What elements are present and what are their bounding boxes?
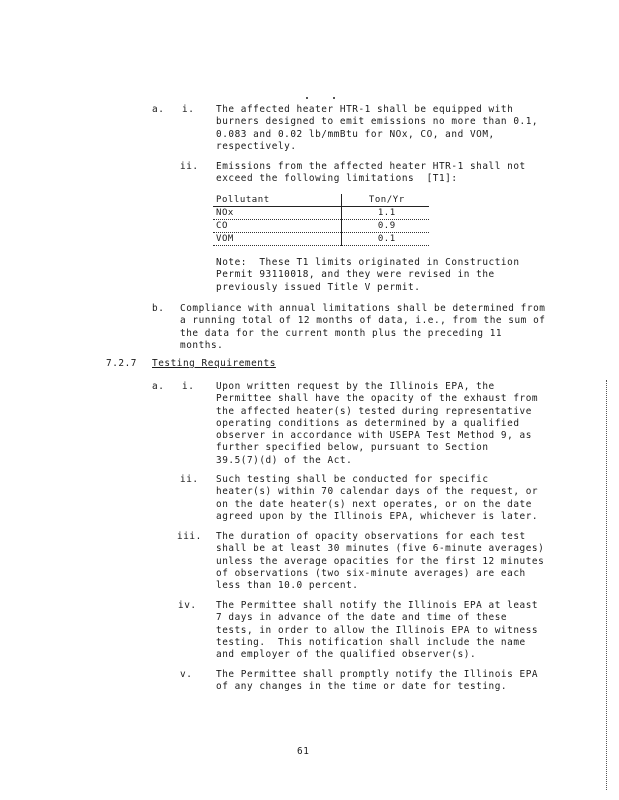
text-line: Such testing shall be conducted for specific	[216, 474, 489, 485]
testing-iv-text	[216, 600, 538, 661]
pollutant-cell: VOM	[213, 233, 341, 246]
text-line: heater(s) within 70 calendar days of the request, or	[216, 486, 539, 498]
text-line: 7 days in advance of the date and time of these	[216, 612, 508, 624]
text-line: shall be at least 30 minutes (five 6-minute averages)	[216, 543, 545, 555]
text-line: Note: These T1 limits originated in Construction	[216, 257, 520, 268]
table-row	[213, 220, 429, 233]
text-line: the data for the current month plus the preceding 11	[180, 327, 503, 339]
text-line: of any changes in the time or date for testing.	[216, 681, 508, 693]
section-number: 7.2.7	[106, 358, 137, 369]
testing-iv-number: iv.	[178, 600, 197, 611]
testing-v-number: v.	[180, 669, 193, 680]
value-cell: 0.9	[341, 220, 429, 233]
text-line: The Permittee shall notify the Illinois EPA at least	[216, 600, 539, 611]
text-line: Permittee shall have the opacity of the exhaust from	[216, 393, 539, 405]
table-note	[216, 257, 520, 294]
section-title: Testing Requirements	[152, 358, 276, 369]
revision-margin-bar	[606, 380, 607, 790]
item-a-label: a.	[152, 104, 165, 115]
text-line: 39.5(7)(d) of the Act.	[216, 454, 353, 466]
text-line: the affected heater(s) tested during representative	[216, 405, 532, 417]
text-line: operating conditions as determined by a qualified	[216, 417, 520, 429]
item-a-i-number: i.	[182, 104, 195, 115]
pollutant-cell: NOx	[213, 207, 341, 220]
item-b-text	[180, 303, 545, 352]
text-line: less than 10.0 percent.	[216, 580, 359, 592]
testing-i-text	[216, 381, 538, 467]
table-row	[213, 233, 429, 246]
testing-i-number: i.	[182, 381, 195, 392]
text-line: Emissions from the affected heater HTR-1 shall not	[216, 161, 526, 172]
text-line: exceed the following limitations [T1]:	[216, 173, 458, 185]
text-line: respectively.	[216, 140, 297, 152]
text-line: Upon written request by the Illinois EPA, the	[216, 381, 495, 392]
text-line: on the date heater(s) next operates, or on the date	[216, 498, 532, 510]
text-line: previously issued Title V permit.	[216, 281, 421, 293]
text-line: The Permittee shall promptly notify the Illinois EPA	[216, 669, 539, 680]
text-line: a running total of 12 months of data, i.e., from the sum of	[180, 315, 546, 327]
pollutant-cell: CO	[213, 220, 341, 233]
text-line: and employer of the qualified observer(s).	[216, 649, 477, 661]
header-pollutant: Pollutant	[213, 194, 341, 207]
testing-a-label: a.	[152, 381, 165, 392]
testing-ii-number: ii.	[180, 474, 199, 485]
text-line: Permit 93110018, and they were revised in the	[216, 269, 495, 281]
text-line: months.	[180, 339, 224, 351]
value-cell: 0.1	[341, 233, 429, 246]
scan-mark	[333, 97, 335, 99]
text-line: further specified below, pursuant to Section	[216, 442, 489, 454]
text-line: testing. This notification shall include the name	[216, 636, 526, 648]
testing-iii-text	[216, 531, 544, 592]
value-cell: 1.1	[341, 207, 429, 220]
testing-v-text	[216, 669, 538, 694]
table-header-row	[213, 194, 429, 207]
text-line: The affected heater HTR-1 shall be equipped with	[216, 104, 514, 115]
header-ton-yr: Ton/Yr	[341, 194, 429, 207]
testing-iii-number: iii.	[177, 531, 202, 542]
testing-ii-text	[216, 474, 538, 523]
scan-mark	[306, 97, 308, 99]
item-a-i-text	[216, 104, 538, 153]
text-line: agreed upon by the Illinois EPA, whichever is later.	[216, 510, 539, 522]
text-line: tests, in order to allow the Illinois EPA to witness	[216, 624, 539, 636]
page-number: 61	[297, 746, 310, 757]
text-line: unless the average opacities for the first 12 minutes	[216, 555, 545, 567]
text-line: The duration of opacity observations for each test	[216, 531, 526, 542]
text-line: of observations (two six-minute averages) are each	[216, 567, 526, 579]
table-row	[213, 207, 429, 220]
text-line: 0.083 and 0.02 lb/mmBtu for NOx, CO, and VOM,	[216, 128, 495, 140]
text-line: Compliance with annual limitations shall be determined from	[180, 303, 546, 314]
emission-limits-table	[213, 194, 429, 246]
item-a-ii-text	[216, 161, 526, 186]
text-line: burners designed to emit emissions no more than 0.1,	[216, 116, 539, 128]
text-line: observer in accordance with USEPA Test Method 9, as	[216, 430, 532, 442]
item-b-label: b.	[152, 303, 165, 314]
item-a-ii-number: ii.	[180, 161, 199, 172]
